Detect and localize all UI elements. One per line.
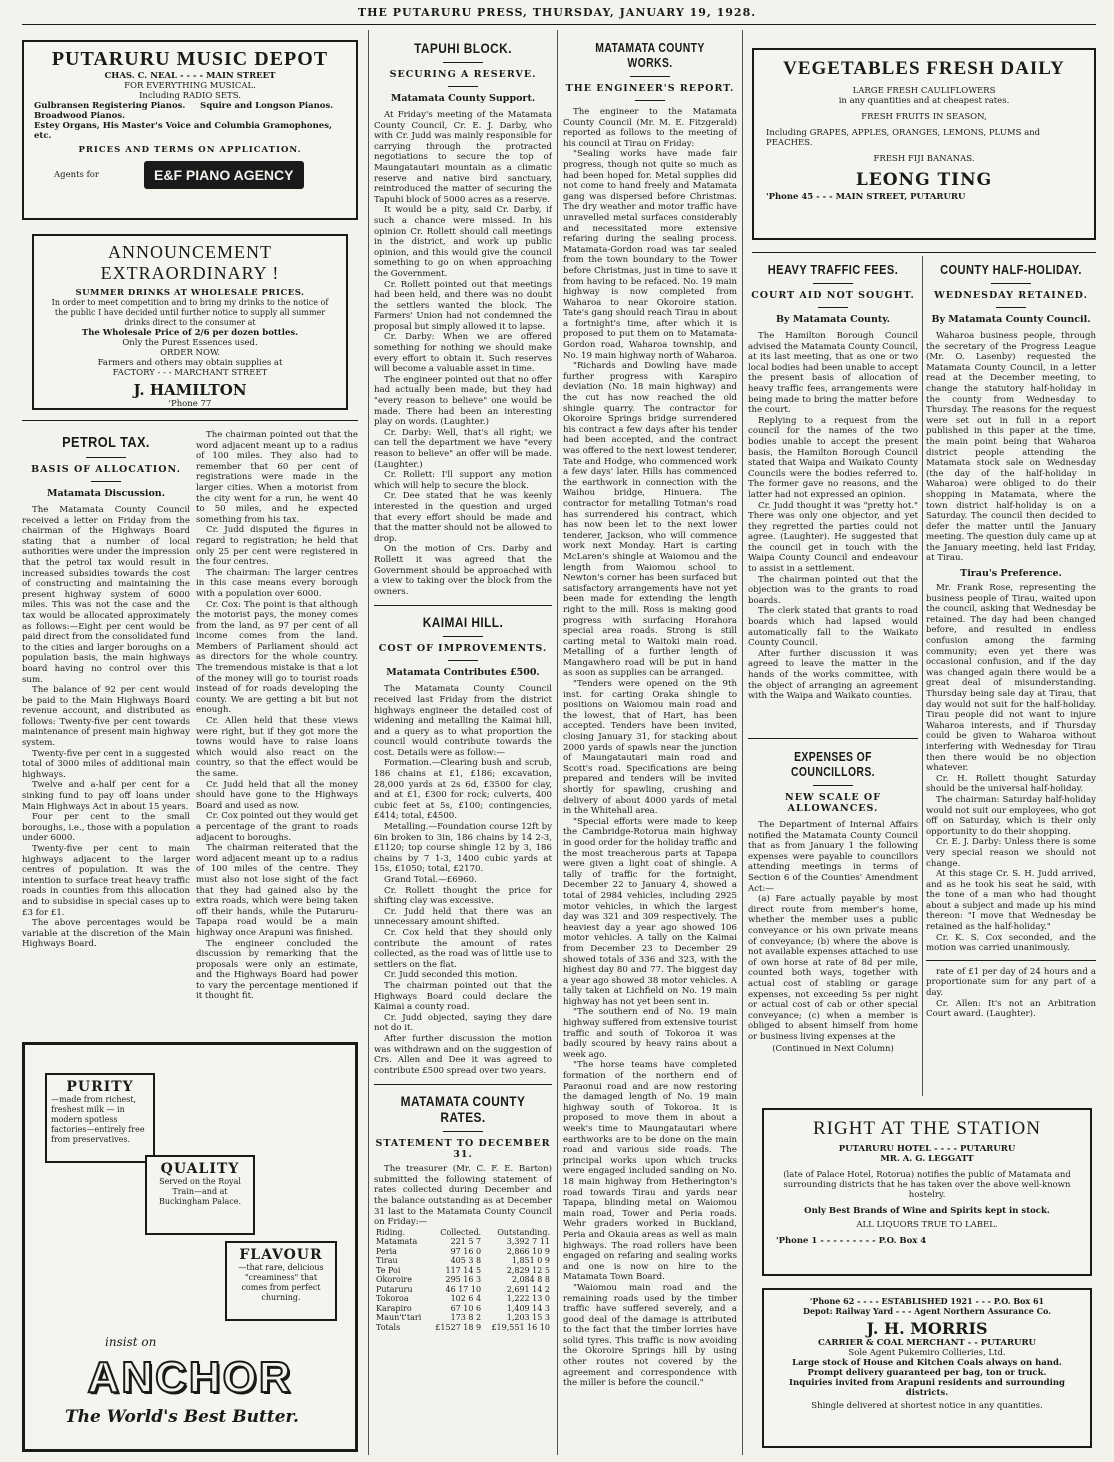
col4-rule	[752, 252, 1096, 253]
vegetables-ad	[752, 48, 1096, 240]
tapuhi-sub2: Matamata County Support.	[390, 93, 536, 104]
morris-l6: Prompt delivery guaranteed per bag, ton or truck.	[807, 1368, 1047, 1378]
table-row: Putaruru 46 17 10 2,691 14 2	[376, 1284, 550, 1294]
morris-l8: Shingle delivered at shortest notice in any quantities.	[811, 1401, 1043, 1411]
petrol-tax-body-col2: The chairman pointed out that the word adjacent meant up to a radius of 100 miles. They also had to remember that 60 per cent of registrations were made in the larger cities. When a motorist from the city went for a run, he went 40 to 50 miles, and he expected something from his tax. Cr. Judd disputed the figures in regard to registration; he held that only 25 per cent were registered in the four centres. The chairman: The larger centres in this case means every borough with a population over 6000. Cr. Cox: The point is that although the motorist pays, the money comes from the land, as 97 per cent of all income comes from the land. Members of Parliament should act as directors for the whole country. The tremendous mistake is that a lot of the money will go to tourist roads instead of for roads developing the county. We are getting a bit but not enough. Cr. Allen held that these views were right, but if they got more the towns would have to raise loans which would also react on the country, so that the effect would be the same. Cr. Judd held that all the money should have gone to the Highways Board and used as now. Cr. Cox pointed out they would get a percentage of the grant to roads adjacent to boroughs. The chairman reiterated that the word adjacent meant up to a radius of 100 miles of the centre. They must also not lose sight of the fact that they had gained also by the extra roads, which were being taken off their hands, while the Putaruru-Tapapa road would be a main highway once Arapuni was finished. The engineer concluded the discussion by remarking that the proposals were only an estimate, and the Highways Board had power to vary the percentage mentioned if it thought fit.	[196, 430, 358, 1002]
veg-title: VEGETABLES FRESH DAILY	[783, 58, 1065, 79]
heavy-body: The Hamilton Borough Council advised the Matamata County Council, at its last meeting, that as one or two local bodies had been unable to accept the present basis of allocation of heavy traffic fees, arrangements were being made to bring the matter before the court. Replying to a request from the council for the names of the two bodies unable to accept the present basis, the Hamilton Borough Council stated that Waipa and Waikato County Councils were the bodies referred to. The former gave no reasons, and the latter had not expressed an opinion. Cr. Judd thought it was "pretty hot." There was only one objector, and yet they regretted the parties could not agree. (Laughter). He suggested that the council get in touch with the Waipa County Council and endeavour to assist in a settlement. The chairman pointed out that the objection was to the grants to road boards. The clerk stated that grants to road boards which had lapsed would automatically fall to the Waikato County Council. After further discussion it was agreed to leave the matter in the hands of the works committee, with the object of arranging an agreement with the Waipa and Waikato counties.	[748, 331, 918, 702]
column-rule-4	[922, 256, 923, 1096]
flavour-box	[225, 1241, 337, 1321]
expenses-article	[748, 738, 918, 1096]
expenses-sub: NEW SCALE OF ALLOWANCES.	[785, 792, 881, 814]
purity-text: —made from richest, freshest milk — in modern spotless factories—entirely free from preservatives.	[51, 1095, 145, 1144]
quality-text: Served on the Royal Train—and at Buckingham Palace.	[158, 1177, 242, 1206]
masthead-rule	[22, 24, 1096, 25]
music-depot-title: PUTARURU MUSIC DEPOT	[51, 48, 329, 70]
station-l1: PUTARURU HOTEL - - - - PUTARURU	[838, 1144, 1016, 1154]
column-rule-1	[368, 30, 369, 1455]
announcement-l7: FACTORY - - - MARCHANT STREET	[112, 368, 268, 378]
heavy-sub: COURT AID NOT SOUGHT.	[751, 290, 915, 301]
veg-l1: LARGE FRESH CAULIFLOWERS	[852, 86, 996, 96]
station-hotel-ad	[762, 1108, 1092, 1276]
table-row: Tokoroa 102 6 4 1,222 13 0	[376, 1294, 550, 1304]
morris-l2: Depot: Railway Yard - - - Agent Northern Assurance Co.	[803, 1306, 1051, 1316]
morris-l7: Inquiries invited from Arapuni residents and surrounding districts.	[789, 1378, 1065, 1398]
morris-l5: Large stock of House and Kitchen Coals always on hand.	[792, 1358, 1062, 1368]
announcement-ad	[32, 234, 348, 410]
kaimai-sub: COST OF IMPROVEMENTS.	[378, 643, 548, 655]
petrol-tax-sub: BASIS OF ALLOCATION.	[31, 464, 181, 475]
works-body: The engineer to the Matamata County Council (Mr. M. E. Fitzgerald) reported as follows to the meeting of his council at Tirau on Friday: "Sealing works have made fair progress, though not quite so much as had been hoped for. Metal supplies did not come to hand freely and Matamata gang was dispersed before Christmas. The dry weather and motor traffic have unravelled metal surfaces considerably and necessitated more extensive refaring during the sealing process. Matamata-Gordon road was tar sealed from the town boundary to the Tower before Christmas, just in time to save it from having to be refaced. No. 19 main highway is now completed from Waharoa to near Okoroire station. Tate's gang should reach Tirau in about a fortnight's time, after which it is proposed to put them on to Matamata-Gordon road, Waharoa township, and No. 19 main highway north of Waharoa. "Richards and Dowling have made further progress with Karapiro deviation (No. 18 main highway) and the cut has now reached the old shingle quarry. The contractor for Okoroire Springs bridge surrendered his contract a few days after his tender had been accepted, and the contract was offered to the next lowest tenderer, Tate and Hodge, who commenced work a few days' later. Hills has commenced the earthwork in connection with the Waihou bridge, Hinuera. The contractor for metalling Totman's road has surrendered his contract, which has now been let to the next lower tenderer, Jackson, who will commence work next Monday. Hart is carting McLaren's shingle at Waiomou and the length from Waiomou school to Newton's corner has been surfaced but satisfactory arrangements have not yet been made for extending the length right to the mill. Ross is making good progress with surfacing Horahora special area roads. Strong is still carting metal to Waitoki main road. Metalling of a further length of Mangawhero road will be put in hand as soon as supplies can be arranged. "Tenders were opened on the 9th inst. for carting Oraka shingle to positions on Waiomou main road and the lowest, that of Hart, has been accepted. Tenders have been invited, closing January 31, for stacking about 2000 yards of spawls near the junction of Maungatautari main road and Scott's road. Specifications are being prepared and tenders will be invited shortly for spawling, crushing and delivery of about 4000 yards of metal in the Whitehall area. "Special efforts were made to keep the Cambridge-Rotorua main highway in good order for the holiday traffic and the most treacherous parts at Tapapa were given a light coat of shingle. A tally of traffic for the fortnight, December 22 to January 4, showed a total of 2984 vehicles, including 2925 motor vehicles, in which the largest day was 321 and 309 respectively. The heaviest day a year ago showed 106 motor vehicles. A tally on the Kaimai from December 23 to December 29 showed totals of 336 and 323, with the highest day 80 and 77. The biggest day a year ago showed 38 motor vehicles. A tally taken at Lichfield on No. 19 main highway has not yet been sent in. "The southern end of No. 19 main highway suffered from extensive tourist traffic and south of Tokoroa it was badly scoured by heavy rains about a week ago. "The horse teams have completed formation of the northern end of Paraonui road and are now restoring the damaged length of No. 19 main highway south of Tokoroa. It is proposed to move them in about a week's time to Maungatautari where earthworks are to be done on the main road and various side roads. The principal works upon which trucks were engaged included sanding on No. 18 main highway from Hetherington's road towards Tirau and yards near Tapapa, blinding metal on Waiomou main road, Tower and Peria roads. Wehr graders worked in Buckland, Peria and Okauia areas as well as main highways. The road rollers have been engaged on refaring and sealing works and one is now on hire to the Matamata Town Board. "Waiomou main road and the remaining roads used by the timber traffic have suffered severely, and a good deal of the damage is attributed to the fact that the timber lorries have solid tyres. This traffic is now avoiding the Okoroire Springs hill by using other routes not covered by the agreement and correspondence with the miller is before the council."	[563, 107, 737, 1389]
kaimai-sub2: Matamata Contributes £500.	[386, 667, 540, 679]
expenses-head: EXPENSES OF COUNCILLORS.	[791, 749, 875, 779]
morris-l1: 'Phone 62 - - - - ESTABLISHED 1921 - - - P.O. Box 61	[809, 1296, 1045, 1306]
works-sub: THE ENGINEER'S REPORT.	[565, 83, 735, 94]
veg-phone: 'Phone 45 - - - MAIN STREET, PUTARURU	[766, 192, 966, 202]
table-row: Peria 97 16 0 2,866 10 9	[376, 1246, 550, 1256]
insist-on-text: insist on	[105, 1335, 157, 1349]
petrol-tax-head: PETROL TAX.	[62, 434, 150, 451]
announcement-l1: SUMMER DRINKS AT WHOLESALE PRICES.	[75, 288, 305, 298]
holiday-head: COUNTY HALF-HOLIDAY.	[940, 262, 1082, 277]
announcement-l5: ORDER NOW.	[160, 348, 220, 358]
petrol-tax-sub2: Matamata Discussion.	[46, 488, 166, 499]
anchor-tagline: The World's Best Butter.	[65, 1407, 299, 1427]
music-depot-line6: Estey Organs, His Master's Voice and Columbia Gramophones, etc.	[34, 121, 332, 141]
rates-sub: STATEMENT TO DECEMBER 31.	[375, 1138, 551, 1161]
music-depot-line4: Gulbransen Registering Pianos. Squire and Longson Pianos.	[34, 101, 334, 111]
column-rule-2	[557, 30, 558, 1455]
tapuhi-body: At Friday's meeting of the Matamata County Council, Cr. E. J. Darby, who with Cr. Judd was mainly responsible for carrying through the protracted negotiations to secure the top of Maungatautari mountain as a climatic reserve and native bird sanctuary, reintroduced the matter of securing the Tapuhi block of 5000 acres as a reserve. It would be a pity, said Cr. Darby, if such a chance were missed. In his opinion Cr. Rollett should call meetings in the district, and work up public opinion, and this would give the council something to go on when approaching the Government. Cr. Rollett pointed out that meetings had been held, and there was no doubt the settlers wanted the block. The Farmers' Union had not condemned the proposal but simply allowed it to lapse. Cr. Darby: When we are offered something for nothing we should make every effort to obtain it. Such reserves will become a valuable asset in time. The engineer pointed out that no offer had actually been made, but they had "every reason to believe" one would be made. There had been an interesting play on words. (Laughter.) Cr. Darby: Well, that's all right; we can tell the department we have "every reason to believe" an offer will be made. (Laughter.) Cr. Rollett: I'll support any motion which will help to secure the block. Cr. Dee stated that he was keenly interested in the question and urged that every effort should be made and that the matter should not be allowed to drop. On the motion of Crs. Darby and Rollett it was agreed that the Government should be approached with a view to taking over the block from the owners.	[374, 110, 552, 597]
anchor-butter-ad	[22, 1042, 358, 1452]
veg-l3: FRESH FRUITS IN SEASON,	[861, 112, 987, 122]
petrol-tax-body: The Matamata County Council received a letter on Friday from the chairman of the Highways Board stating that a number of local authorities were under the impression that the petrol tax would result in increased subsidies towards the cost of constructing and maintaining the present highway system of 6000 miles. This was not the case and the tax would be allocated approximately as follows:—Eight per cent would be paid direct from the consolidated fund to the cities and larger boroughs on a population basis, the main highways board having no control over this sum. The balance of 92 per cent would be paid to the Main Highways Board revenue account, and distributed as follows: Twenty-five per cent towards maintenance of present main highway system. Twenty-five per cent in a suggested total of 3000 miles of additional main highways. Twelve and a-half per cent for a sinking fund to pay off loans under Main Highways Act in about 15 years. Four per cent to the small boroughs, i.e., those with a population under 6000. Twenty-five per cent to main highways adjacent to the larger centres of population. It was the intention to surface treat heavy traffic roads in counties from this allocation and to subsidise in special cases up to £3 for £1. The above percentages would be variable at the discretion of the Main Highways Board.	[22, 505, 190, 950]
holiday-body2: Mr. Frank Rose, representing the business people of Tirau, waited upon the council, asking that Wednesday be retained. The day had been changed before, and resulted in endless confusion among the farming community; even yet there was occasional confusion, and if the day was changed again there would be a great deal of misunderstanding. Thursday being sale day at Tirau, that day would not suit for the half-holiday. Tirau people did not want to injure Waharoa interests, and if Thursday could be given to Waharoa without interfering with Wednesday for Tirau then there would be no objection whatever. Cr. H. Rollett thought Saturday should be the universal half-holiday. The chairman: Saturday half-holiday would not suit our employees, who got off on Saturday, which is their only opportunity to do their shopping. Cr. E. J. Darby: Unless there is some very special reason we should not change. At this stage Cr. S. H. Judd arrived, and as he took his seat he said, with the tone of a man who had thought about a subject and made up his mind thereon: "I move that Wednesday be retained as the half-holiday." Cr. K. S. Cox seconded, and the motion was carried unanimously.	[926, 583, 1096, 954]
heavy-sub2: By Matamata County.	[776, 314, 890, 325]
holiday-sub2: By Matamata County Council.	[931, 314, 1091, 325]
rates-totals-row: Totals £1527 18 9 £19,551 16 10	[376, 1322, 550, 1332]
music-depot-agents: Agents for	[54, 170, 99, 180]
morris-ad	[762, 1288, 1092, 1448]
announcement-title1: ANNOUNCEMENT	[108, 242, 272, 262]
announcement-phone: 'Phone 77	[168, 399, 212, 409]
table-row: Matamata 221 5 7 3,392 7 11	[376, 1237, 550, 1247]
masthead: THE PUTARURU PRESS, THURSDAY, JANUARY 19, 1928.	[357, 6, 757, 19]
tapuhi-head: TAPUHI BLOCK.	[414, 40, 512, 56]
station-l6: 'Phone 1 - - - - - - - - - P.O. Box 4	[776, 1236, 927, 1246]
station-l4: Only Best Brands of Wine and Spirits kept in stock.	[804, 1206, 1050, 1216]
anchor-brand: ANCHOR	[87, 1353, 293, 1402]
flavour-title: FLAVOUR	[239, 1247, 323, 1263]
column-rule-3	[742, 30, 743, 1455]
quality-title: QUALITY	[160, 1161, 240, 1177]
flavour-text: —that rare, delicious "creaminess" that comes from perfect churning.	[238, 1263, 324, 1302]
quality-box	[145, 1155, 255, 1235]
announcement-name: J. HAMILTON	[133, 381, 247, 399]
table-row: Tirau 405 3 8 1,851 0 9	[376, 1256, 550, 1266]
veg-l5: FRESH FIJI BANANAS.	[873, 154, 975, 164]
purity-box	[45, 1073, 155, 1163]
piano-agency-logo: E&F PIANO AGENCY	[144, 161, 304, 189]
expenses-continued-body: rate of £1 per day of 24 hours and a proportionate sum for any part of a day. Cr. Allen: It's not an Arbitration Court award. (Laughter).	[926, 966, 1096, 1020]
music-depot-line2: FOR EVERYTHING MUSICAL.	[124, 81, 256, 91]
holiday-body: Waharoa business people, through the secretary of the Progress League (Mr. O. Lasenby) requested the Matamata County Council, in a letter read at the December meeting, to change the statutory half-holiday in the county from Wednesday to Thursday. The reasons for the request were set out in full in a report published in this paper at the time, the main point being that Waharoa district people attending the Matamata stock sale on Wednesday (the day of the half-holiday in Waharoa) were obliged to do their shopping in Matamata, where the town district half-holiday is on a Saturday. The council then decided to defer the matter until the January meeting. The question duly came up at the January meeting, held last Friday, at Tirau.	[926, 331, 1096, 564]
morris-l4: Sole Agent Pukemiro Collieries, Ltd.	[848, 1348, 1006, 1358]
purity-title: PURITY	[66, 1079, 134, 1095]
half-holiday-article	[926, 262, 1096, 1096]
veg-l2: in any quantities and at cheapest rates.	[838, 96, 1010, 106]
music-depot-ad	[22, 40, 358, 220]
veg-l4: Including GRAPES, APPLES, ORANGES, LEMONS, PLUMS and PEACHES.	[766, 128, 1041, 148]
station-title: RIGHT AT THE STATION	[812, 1118, 1042, 1139]
heavy-traffic-article	[748, 262, 918, 722]
kaimai-body: The Matamata County Council received last Friday from the district highways engineer the detailed cost of widening and metalling the Kaimai hill, and a query as to what proportion the council would contribute towards the cost. Details were as follow:— Formation.—Clearing bush and scrub, 186 chains at £1, £186; excavation, 28,000 yards at 2s 6d, £3500 for clay, and at £1, £300 for rock; culverts, 400 cubic feet at 5s, £100; contingencies, £414; total, £4500. Metalling.—Foundation course 12ft by 6in broken to 3in, 186 chains by 14 2-3, £1120; top course shingle 12 by 3, 186 chains by 7 1-3, 1400 cubic yards at 15s, £1050; total, £2170. Grand Total.—£6960. Cr. Rollett thought the price for shifting clay was excessive. Cr. Judd held that there was an unnecessary amount shifted. Cr. Cox held that they should only contribute the amount of rates collected, as the road was of little use to settlers on the flat. Cr. Judd seconded this motion. The chairman pointed out that the Highways Board could declare the Kaimai a county road. Cr. Judd objected, saying they dare not do it. After further discussion the motion was withdrawn and on the suggestion of Crs. Allen and Dee it was agreed to contribute £500 spread over two years.	[374, 684, 552, 1076]
music-depot-line1: CHAS. C. NEAL - - - - MAIN STREET	[104, 71, 276, 81]
morris-name: J. H. MORRIS	[866, 1319, 988, 1338]
table-row: Okoroire 295 16 3 2,084 8 8	[376, 1275, 550, 1285]
expenses-continued: (Continued in Next Column)	[772, 1044, 894, 1055]
station-l3: (late of Palace Hotel, Rotorua) notifies the public of Matamata and surrounding districts that he has taken over the above well-known hostelry.	[783, 1170, 1071, 1200]
petrol-tax-article	[22, 428, 190, 1040]
table-row: Karapiro 67 10 6 1,409 14 3	[376, 1303, 550, 1313]
tapuhi-sub: SECURING A RESERVE.	[389, 69, 537, 80]
holiday-pref: Tirau's Preference.	[960, 568, 1062, 580]
station-l5: ALL LIQUORS TRUE TO LABEL.	[856, 1220, 998, 1230]
tapuhi-article	[374, 40, 552, 1455]
kaimai-head: KAIMAI HILL.	[422, 614, 504, 631]
rates-body: The treasurer (Mr. C. F. E. Barton) submitted the following statement of rates collected during December and the balance outstanding as at December 31 last to the Matamata County Council on Friday:—	[374, 1164, 552, 1228]
music-depot-line7: PRICES AND TERMS ON APPLICATION.	[78, 145, 302, 155]
morris-l3: CARRIER & COAL MERCHANT - - PUTARURU	[818, 1338, 1036, 1348]
announcement-l3: The Wholesale Price of 2/6 per dozen bottles.	[81, 328, 299, 338]
table-row: Maun't'tari 173 8 2 1,203 15 3	[376, 1313, 550, 1323]
col1-rule	[22, 420, 358, 421]
works-article	[563, 40, 737, 1455]
music-depot-line5: Broadwood Pianos.	[34, 111, 126, 121]
announcement-l2: In order to meet competition and to bring my drinks to the notice of the public I have decided until further notice to supply all summer drinks direct to the consumer at	[51, 298, 329, 327]
announcement-title2: EXTRAORDINARY !	[100, 263, 280, 283]
rates-header-row: Riding. Collected. Outstanding.	[376, 1227, 550, 1237]
rates-head: MATAMATA COUNTY RATES.	[400, 1093, 526, 1126]
expenses-body: The Department of Internal Affairs notified the Matamata County Council that as from January 1 the following expenses were payable to councillors attending meetings in terms of Section 6 of the Counties' Amendment Act:— (a) Fare actually payable by most direct route from member's home, whether the member uses a public conveyance or his own private means of conveyance; (b) where the above is not available expenses attached to use of own horse at rate of 8d per mile, counted both ways, together with actual cost of stabling or garage expenses, not exceeding 5s per night or actual cost of cab or other special conveyance; (c) when a member is obliged to absent himself from home or business living expenses at the	[748, 820, 918, 1042]
holiday-sub: WEDNESDAY RETAINED.	[934, 290, 1088, 301]
music-depot-line3: Including RADIO SETS.	[139, 91, 241, 101]
heavy-head: HEAVY TRAFFIC FEES.	[767, 262, 899, 277]
announcement-l4: Only the Purest Essences used.	[122, 338, 258, 348]
rates-table	[374, 1228, 552, 1333]
station-l2: MR. A. G. LEGGATT	[880, 1154, 974, 1164]
table-row: Te Poi 117 14 5 2,829 12 5	[376, 1265, 550, 1275]
works-head: MATAMATA COUNTY WORKS.	[595, 40, 705, 70]
veg-name: LEONG TING	[855, 170, 993, 190]
announcement-l6: Farmers and others may obtain supplies at	[97, 358, 283, 368]
